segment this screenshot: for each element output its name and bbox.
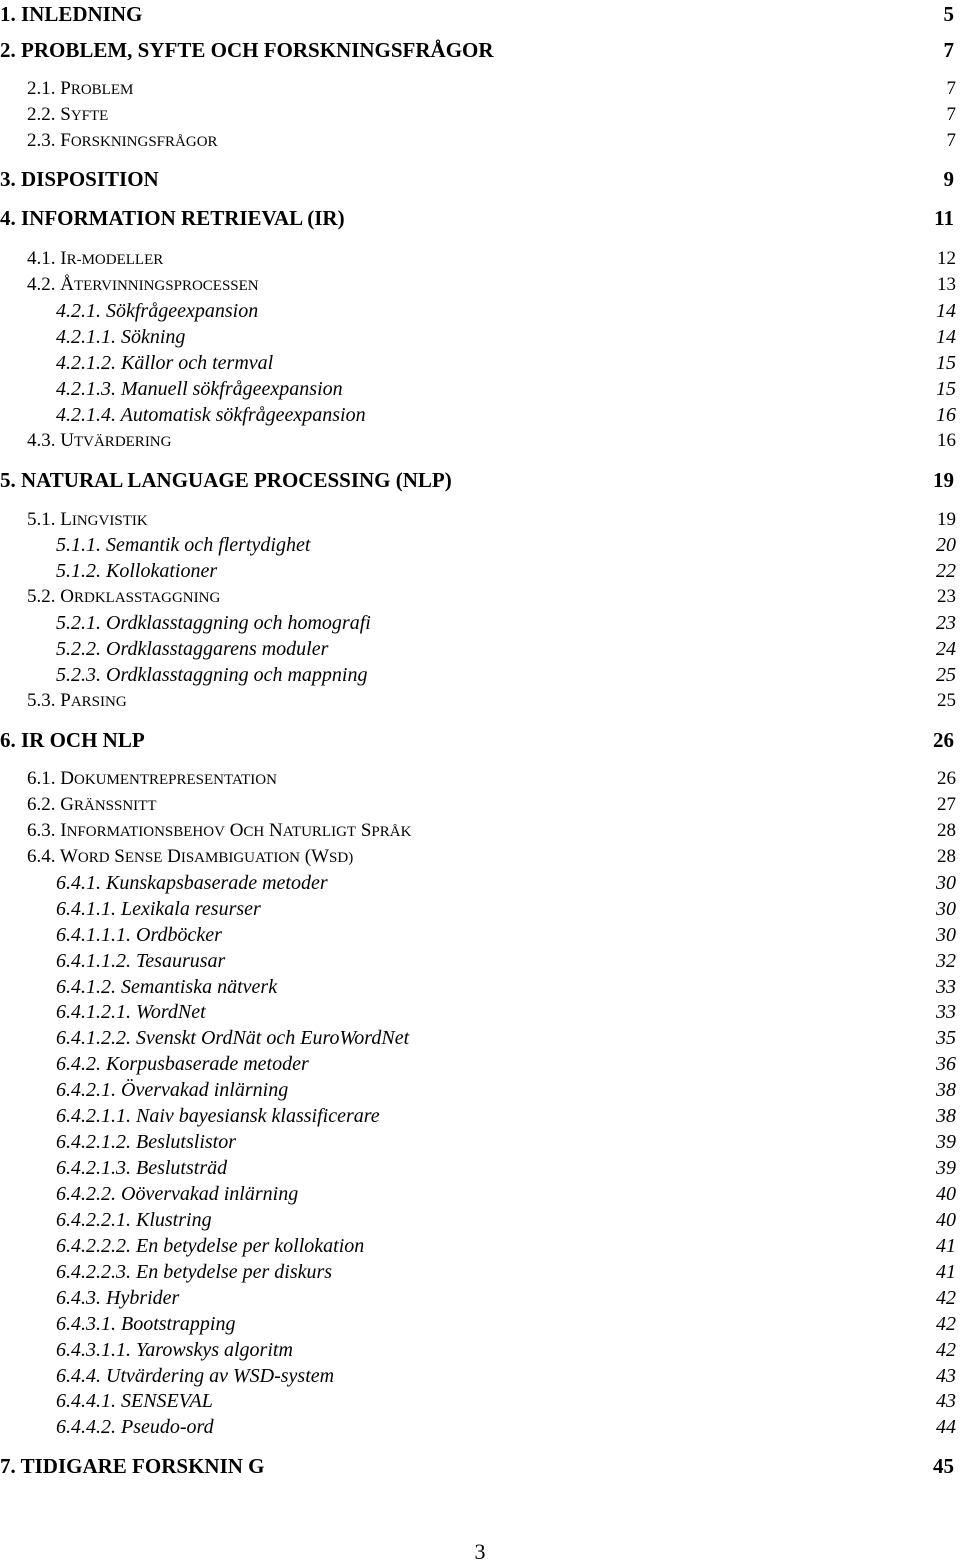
toc-entry-title: 4.2.1.4. Automatisk sökfrågeexpansion <box>56 404 366 426</box>
toc-entry[interactable] <box>0 127 960 155</box>
toc-entry-title: 6.4.4. Utvärdering av WSD-system <box>56 1365 335 1387</box>
toc-entry[interactable] <box>0 635 960 663</box>
toc-entry[interactable] <box>0 765 960 793</box>
toc-entry-title: 6.4.2.2.1. Klustring <box>56 1209 212 1231</box>
toc-entry[interactable] <box>0 36 960 64</box>
toc-entry-title: 6.4.1.1.1. Ordböcker <box>56 924 222 946</box>
toc-entry-page: 16 <box>937 430 956 451</box>
toc-entry-page: 40 <box>936 1209 956 1231</box>
toc-entry-page: 43 <box>936 1365 956 1387</box>
page-number: 3 <box>474 1539 486 1564</box>
toc-entry[interactable] <box>0 1413 960 1441</box>
toc-entry[interactable] <box>0 0 960 28</box>
toc-entry[interactable] <box>0 1180 960 1208</box>
toc-entry-page: 25 <box>936 664 956 686</box>
toc-entry-page: 44 <box>936 1416 956 1438</box>
toc-entry-page: 38 <box>936 1079 956 1101</box>
toc-entry-title: 5.1.1. Semantik och flertydighet <box>56 534 311 556</box>
toc-entry[interactable] <box>0 661 960 689</box>
toc-entry-page: 26 <box>933 728 954 752</box>
toc-entry[interactable] <box>0 817 960 845</box>
toc-entry-title: 6.4.1.2.1. WordNet <box>56 1001 206 1023</box>
toc-entry[interactable] <box>0 973 960 1001</box>
toc-entry[interactable] <box>0 791 960 819</box>
toc-entry-page: 23 <box>937 586 956 607</box>
toc-entry-title: 6.4.1. Kunskapsbaserade metoder <box>56 872 328 894</box>
toc-entry-title: 4.2.1. Sökfrågeexpansion <box>56 300 259 322</box>
toc-entry-page: 36 <box>936 1053 956 1075</box>
toc-entry[interactable] <box>0 1154 960 1182</box>
toc-entry[interactable] <box>0 1387 960 1415</box>
toc-entry-page: 43 <box>936 1390 956 1412</box>
toc-entry[interactable] <box>0 1284 960 1312</box>
toc-entry-page: 33 <box>936 1001 956 1023</box>
toc-entry-title: 6.3. INFORMATIONSBEHOV OCH NATURLIGT SPRÅK <box>27 820 412 841</box>
toc-entry-page: 23 <box>936 612 956 634</box>
toc-entry-title: 6.4. WORD SENSE DISAMBIGUATION (WSD) <box>27 846 354 867</box>
toc-entry-page: 11 <box>934 206 954 230</box>
toc-entry-title: 5.2. ORDKLASSTAGGNING <box>27 586 221 607</box>
toc-entry-title: 5.3. PARSING <box>27 690 127 711</box>
toc-entry[interactable] <box>0 323 960 351</box>
toc-entry-page: 9 <box>943 167 954 191</box>
toc-entry-page: 30 <box>936 872 956 894</box>
toc-entry-page: 15 <box>936 352 956 374</box>
toc-entry[interactable] <box>0 895 960 923</box>
toc-entry[interactable] <box>0 1050 960 1078</box>
toc-entry[interactable] <box>0 375 960 403</box>
toc-entry[interactable] <box>0 271 960 299</box>
toc-entry-title: 4.2. ÅTERVINNINGSPROCESSEN <box>27 274 259 295</box>
toc-entry-page: 24 <box>936 638 956 660</box>
toc-entry-title: 6.4.1.2.2. Svenskt OrdNät och EuroWordNet <box>56 1027 410 1049</box>
toc-entry[interactable] <box>0 947 960 975</box>
toc-entry-title: 6.4.4.2. Pseudo-ord <box>56 1416 214 1438</box>
toc-entry-title: 6.4.3.1. Bootstrapping <box>56 1313 236 1335</box>
toc-entry[interactable] <box>0 609 960 637</box>
toc-entry-page: 15 <box>936 378 956 400</box>
toc-entry-page: 28 <box>937 846 956 867</box>
toc-entry-page: 13 <box>937 274 956 295</box>
toc-entry[interactable] <box>0 998 960 1026</box>
toc-entry[interactable] <box>0 1310 960 1338</box>
toc-entry-title: 5.2.2. Ordklasstaggarens moduler <box>56 638 329 660</box>
toc-entry[interactable] <box>0 1076 960 1104</box>
toc-entry-title: 6.4.4.1. SENSEVAL <box>56 1390 213 1412</box>
toc-entry-page: 7 <box>946 130 956 151</box>
toc-entry-page: 39 <box>936 1157 956 1179</box>
toc-entry-page: 33 <box>936 976 956 998</box>
toc-entry-page: 42 <box>936 1287 956 1309</box>
toc-entry-page: 38 <box>936 1105 956 1127</box>
toc-entry-title: 6.4.2.1.3. Beslutsträd <box>56 1157 228 1179</box>
toc-entry[interactable] <box>0 401 960 429</box>
toc-entry-title: 4.1. IR-MODELLER <box>27 248 164 269</box>
toc-entry-title: 6.4.2.2.3. En betydelse per diskurs <box>56 1261 333 1283</box>
toc-entry-title: 5.1. LINGVISTIK <box>27 509 148 530</box>
toc-entry-page: 7 <box>946 104 956 125</box>
toc-entry[interactable] <box>0 687 960 715</box>
toc-entry-title: 6.4.2.2. Oövervakad inlärning <box>56 1183 299 1205</box>
toc-entry[interactable] <box>0 1128 960 1156</box>
toc-entry-page: 41 <box>936 1261 956 1283</box>
toc-entry[interactable] <box>0 297 960 325</box>
toc-entry-page: 30 <box>936 898 956 920</box>
toc-entry[interactable] <box>0 427 960 455</box>
toc-entry[interactable] <box>0 1206 960 1234</box>
toc-entry-page: 7 <box>946 78 956 99</box>
toc-entry-page: 27 <box>937 794 956 815</box>
toc-entry-title: 5.2.3. Ordklasstaggning och mappning <box>56 664 368 686</box>
toc-entry-page: 42 <box>936 1313 956 1335</box>
toc-entry-title: 6.4.2.1.1. Naiv bayesiansk klassificerare <box>56 1105 380 1127</box>
toc-entry[interactable] <box>0 466 960 494</box>
toc-entry-page: 25 <box>937 690 956 711</box>
toc-entry-title: 6.4.2.1.2. Beslutslistor <box>56 1131 237 1153</box>
toc-entry-title: 6.4.3. Hybrider <box>56 1287 180 1309</box>
toc-entry-page: 16 <box>936 404 956 426</box>
toc-entry-title: 6.2. GRÄNSSNITT <box>27 794 157 815</box>
toc-entry-title: 1. INLEDNING <box>0 2 143 26</box>
toc-entry-title: 2.3. FORSKNINGSFRÅGOR <box>27 130 218 151</box>
toc-entry-title: 5.2.1. Ordklasstaggning och homografi <box>56 612 371 634</box>
toc-entry[interactable] <box>0 101 960 129</box>
toc-entry[interactable] <box>0 75 960 103</box>
toc-entry-page: 14 <box>936 300 956 322</box>
toc-entry[interactable] <box>0 726 960 754</box>
toc-entry-page: 28 <box>937 820 956 841</box>
toc-entry[interactable] <box>0 245 960 273</box>
toc-entry-page: 19 <box>937 509 956 530</box>
toc-entry-title: 6.4.1.1.2. Tesaurusar <box>56 950 226 972</box>
toc-entry-page: 45 <box>933 1454 954 1478</box>
toc-entry-title: 3. DISPOSITION <box>0 167 159 191</box>
toc-entry[interactable] <box>0 1258 960 1286</box>
toc-entry[interactable] <box>0 1232 960 1260</box>
toc-entry-title: 5.1.2. Kollokationer <box>56 560 218 582</box>
toc-entry[interactable] <box>0 843 960 871</box>
toc-entry[interactable] <box>0 165 960 193</box>
toc-entry-title: 4.2.1.2. Källor och termval <box>56 352 274 374</box>
toc-entry-page: 22 <box>936 560 956 582</box>
toc-entry-page: 41 <box>936 1235 956 1257</box>
toc-entry-page: 35 <box>936 1027 956 1049</box>
toc-entry-title: 4.2.1.3. Manuell sökfrågeexpansion <box>56 378 343 400</box>
toc-entry[interactable] <box>0 1362 960 1390</box>
toc-entry-page: 39 <box>936 1131 956 1153</box>
toc-entry-page: 19 <box>933 468 954 492</box>
toc-entry-title: 6.1. DOKUMENTREPRESENTATION <box>27 768 277 789</box>
toc-entry-title: 6.4.2. Korpusbaserade metoder <box>56 1053 309 1075</box>
toc-entry[interactable] <box>0 557 960 585</box>
toc-entry-title: 4.2.1.1. Sökning <box>56 326 186 348</box>
toc-entry-page: 40 <box>936 1183 956 1205</box>
toc-entry-page: 7 <box>943 38 954 62</box>
toc-entry[interactable] <box>0 349 960 377</box>
toc-entry[interactable] <box>0 204 960 232</box>
toc-entry-title: 2.2. SYFTE <box>27 104 109 125</box>
toc-entry[interactable] <box>0 1024 960 1052</box>
toc-entry-title: 2. PROBLEM, SYFTE OCH FORSKNINGSFRÅGOR <box>0 38 494 62</box>
toc-entry-title: 2.1. PROBLEM <box>27 78 134 99</box>
toc-entry-page: 20 <box>936 534 956 556</box>
toc-entry[interactable] <box>0 921 960 949</box>
toc-entry[interactable] <box>0 1336 960 1364</box>
toc-entry-page: 32 <box>936 950 956 972</box>
toc-entry-title: 6.4.3.1.1. Yarowskys algoritm <box>56 1339 293 1361</box>
toc-entry-page: 30 <box>936 924 956 946</box>
toc-entry-page: 26 <box>937 768 956 789</box>
toc-entry[interactable] <box>0 1452 960 1480</box>
toc-entry[interactable] <box>0 1102 960 1130</box>
toc-entry-title: 6.4.2.2.2. En betydelse per kollokation <box>56 1235 365 1257</box>
toc-entry-page: 14 <box>936 326 956 348</box>
toc-entry-title: 6.4.1.2. Semantiska nätverk <box>56 976 278 998</box>
toc-entry[interactable] <box>0 583 960 611</box>
toc-entry-title: 6.4.1.1. Lexikala resurser <box>56 898 261 920</box>
toc-entry-title: 5. NATURAL LANGUAGE PROCESSING (NLP) <box>0 468 452 492</box>
toc-entry[interactable] <box>0 531 960 559</box>
toc-entry-title: 4.3. UTVÄRDERING <box>27 430 172 451</box>
toc-entry-title: 6.4.2.1. Övervakad inlärning <box>56 1079 289 1101</box>
toc-entry-page: 42 <box>936 1339 956 1361</box>
toc-entry[interactable] <box>0 506 960 534</box>
toc-entry[interactable] <box>0 869 960 897</box>
toc-entry-title: 4. INFORMATION RETRIEVAL (IR) <box>0 206 345 230</box>
toc-entry-title: 7. TIDIGARE FORSKNIN G <box>0 1454 265 1478</box>
toc-entry-page: 12 <box>937 248 956 269</box>
toc-entry-title: 6. IR OCH NLP <box>0 728 145 752</box>
toc-entry-page: 5 <box>943 2 954 26</box>
